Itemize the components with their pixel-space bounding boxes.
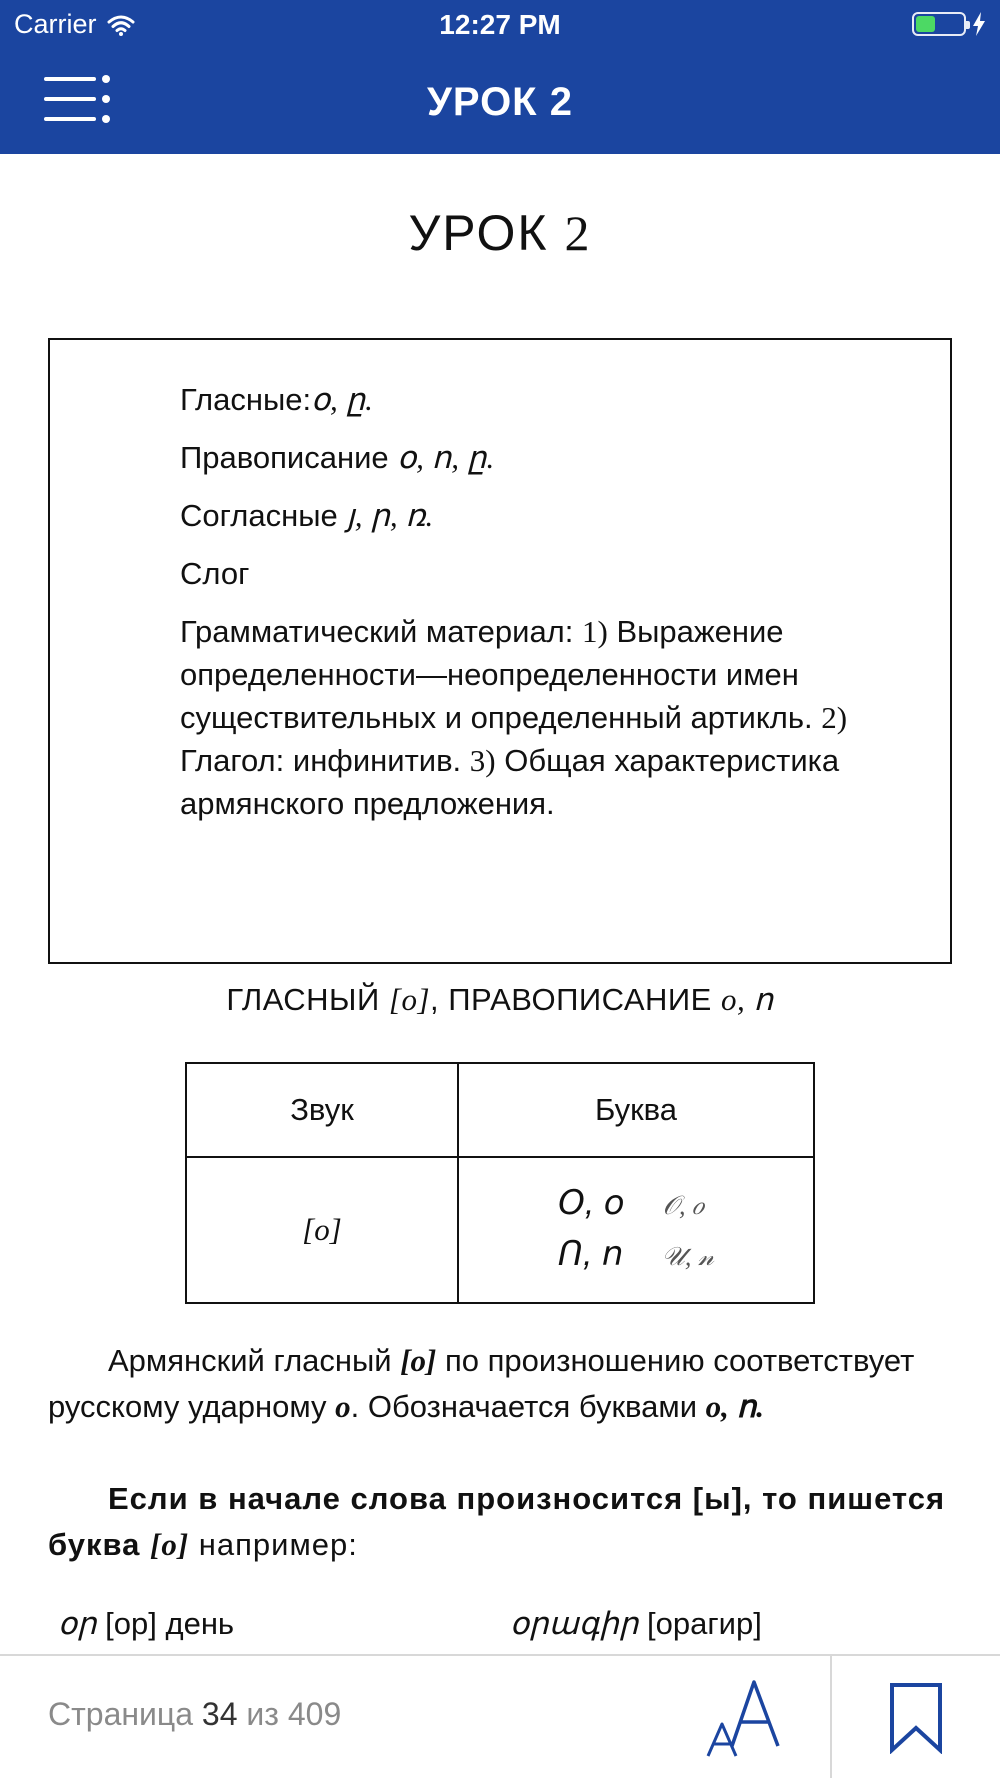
- nav-title: УРОК 2: [427, 80, 573, 124]
- lesson-title-word: УРОК: [408, 205, 549, 261]
- status-bar: [0, 0, 1000, 50]
- lesson-title-number: 2: [564, 205, 592, 261]
- sound-letter-table: [185, 1062, 815, 1304]
- handwritten-letters-2: 𝒰, 𝓃: [661, 1242, 714, 1271]
- battery-level: [916, 16, 935, 32]
- table-header-row: [186, 1063, 814, 1157]
- column-header-sound: Звук: [186, 1063, 458, 1157]
- summary-consonants: Согласные յ, ր, ռ.: [180, 498, 434, 533]
- lesson-title: [0, 204, 1000, 262]
- sound-cell: [o]: [186, 1157, 458, 1303]
- font-size-button[interactable]: [706, 1678, 782, 1758]
- bottom-toolbar: [0, 1654, 1000, 1778]
- navigation-bar: [0, 56, 1000, 154]
- summary-vowels: Гласные:օ, ը.: [180, 382, 373, 417]
- charging-bolt-icon: [972, 12, 986, 36]
- lesson-summary-box: [48, 338, 952, 964]
- paragraph-pronunciation: Армянский гласный [o] по произношению соответствует русскому ударному o. Обозначается буквами o, ո.: [48, 1343, 915, 1424]
- column-header-letter: Буква: [458, 1063, 814, 1157]
- paragraph-rule: Если в начале слова произносится [ы], то пишется буква [o] например:: [48, 1481, 946, 1562]
- font-size-icon: [706, 1678, 782, 1758]
- printed-letters-1: Օ, օ: [558, 1184, 625, 1222]
- carrier-label: Carrier: [14, 9, 97, 39]
- toolbar-divider: [830, 1656, 832, 1778]
- letter-cell: [458, 1157, 814, 1303]
- example-item: օր [ор] день: [58, 1606, 235, 1641]
- handwritten-letters-1: 𝒪, 𝑜: [662, 1191, 704, 1220]
- page-total: 409: [287, 1696, 342, 1732]
- printed-letters-2: Ո, ո: [558, 1235, 624, 1273]
- summary-grammar: Грамматический материал: 1) Выражение определенности—неопределенности имен существительных и определенный артикль. 2) Глагол: инфинитив. 3) Общая характеристика армянского предложения.: [180, 614, 848, 821]
- battery-icon: [912, 12, 966, 36]
- section-heading: ГЛАСНЫЙ [o], ПРАВОПИСАНИЕ o, ո: [226, 982, 774, 1017]
- summary-spelling: Правописание օ, ո, ը.: [180, 440, 495, 475]
- table-row: [186, 1157, 814, 1303]
- page-indicator: Страница 34 из 409: [48, 1696, 342, 1732]
- bookmark-icon: [888, 1682, 944, 1754]
- status-time: 12:27 PM: [439, 9, 561, 40]
- page-content[interactable]: [0, 154, 1000, 1654]
- top-bar: [0, 0, 1000, 154]
- page-current: 34: [201, 1696, 238, 1732]
- example-item: օրագիր [орагир]: [510, 1606, 762, 1641]
- summary-syllable: Слог: [180, 556, 250, 591]
- bookmark-button[interactable]: [888, 1682, 944, 1754]
- battery-indicator: [912, 12, 986, 36]
